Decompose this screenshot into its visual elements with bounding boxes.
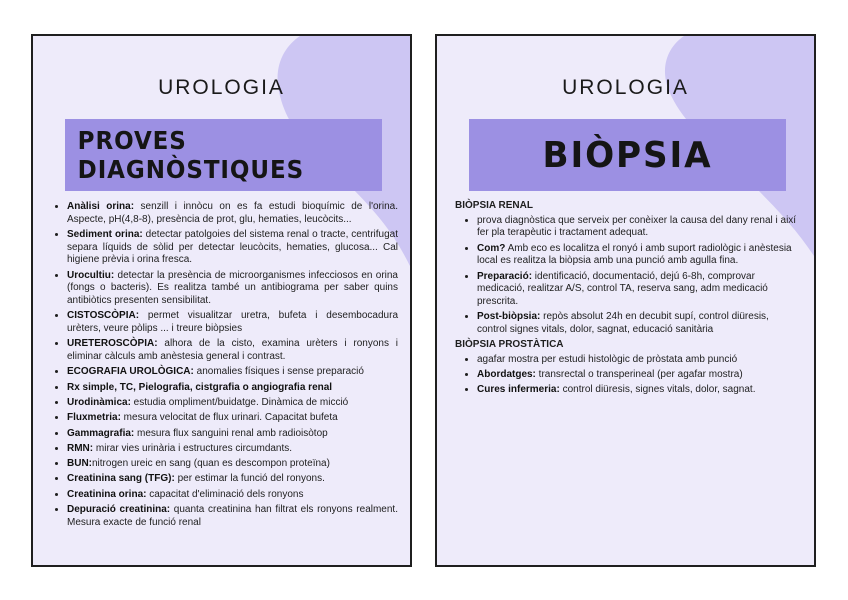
list-item (477, 242, 798, 268)
item-description: detectar patolgoies del sistema renal o tracte, centrifugat separa líquids de sòlid per detectar leucòcits, hematies, glucosa... Cal higiene prèvia i orina fresca. (67, 229, 398, 266)
item-description: permet visualitzar uretra, bufeta i desembocadura urèters, veure pòlips ... i treure biòpsies (67, 310, 398, 335)
item-term: Depuració creatinina: (67, 504, 171, 516)
list-item (67, 269, 398, 308)
page-header: UROLOGIA (158, 76, 285, 99)
item-term: Abordatges: (477, 368, 536, 380)
item-description: quanta creatinina han filtrat els ronyons realment. Mesura exacte de funció renal (67, 504, 398, 528)
list-item (67, 427, 398, 441)
item-description: nitrogen ureic en sang (quan es descompon proteïna) (92, 458, 330, 470)
item-term: Post-biòpsia: (477, 311, 541, 323)
item-term: ECOGRAFIA UROLÒGICA: (67, 366, 194, 378)
item-term: Urodinàmica: (67, 397, 131, 408)
content-list-area (455, 200, 798, 399)
item-description: mirar vies urinària i estructures circumdants. (93, 442, 293, 454)
banner-title: PROVES DIAGNÒSTIQUES (77, 126, 305, 184)
item-term: Preparació: (477, 270, 533, 282)
item-description: Amb eco es localitza el ronyó i amb suport radiològic i anèstesia local es realitza la biòpsia amb una punció amb agulla fina. (477, 242, 792, 267)
list-item (67, 457, 398, 471)
list-item (477, 270, 798, 309)
item-description: agafar mostra per estudi histològic de pròstata amb punció (477, 353, 738, 365)
section-heading: BIÒPSIA PROSTÀTICA (455, 338, 564, 350)
left-card (31, 34, 412, 567)
title-banner (65, 119, 382, 191)
item-description: senzill i innòcu on es fa estudi bioquímic de l'orina. Aspecte, pH(4,8-8), presència de prot, glu, hematies, leucòcits... (67, 201, 398, 225)
item-description: capacitat d'eliminació dels ronyons (146, 488, 304, 500)
list-item (67, 337, 398, 363)
list-item (477, 353, 798, 367)
list-item (67, 381, 398, 395)
item-term: Sediment orina: (67, 229, 143, 240)
item-description: mesura flux sanguini renal amb radioisòtop (134, 427, 328, 439)
list-item (477, 310, 798, 336)
item-description: estudia ompliment/buidatge. Dinàmica de micció (130, 397, 349, 408)
item-term: Urocultiu: (67, 269, 115, 281)
item-description: prova diagnòstica que serveix per conèixer la causa del dany renal i així fer pla terapèutic i tractament adequat. (477, 214, 797, 239)
item-term: BUN: (67, 458, 92, 470)
diagnostic-tests-list (53, 200, 398, 529)
item-description: repòs absolut 24h en decubit supí, control diüresis, control signes vitals, dolor, sagnat, educació sanitària (477, 311, 769, 336)
item-description: transrectal o transperineal (per agafar mostra) (535, 368, 743, 380)
item-term: Com? (477, 242, 506, 254)
item-description: anomalies físiques i sense preparació (193, 366, 364, 378)
section-list (455, 353, 798, 397)
list-item (67, 472, 398, 486)
list-item (67, 396, 398, 410)
item-term: Gammagrafia: (67, 427, 135, 439)
item-term: Rx simple, TC, Pielografia, cistgrafia o angiografia renal (67, 381, 333, 393)
item-description: detectar la presència de microorganismes infecciosos en orina (fongs o bacteris). Es realitza també un antibiograma per saber quins antibiòtics presenten sensibilitat. (67, 269, 398, 307)
section-list (455, 214, 798, 337)
item-term: RMN: (67, 442, 94, 454)
list-item (67, 365, 398, 379)
item-description: alhora de la cisto, examina urèters i ronyons i eliminar càlculs amb anèstesia general i contrast. (67, 338, 398, 363)
list-item (67, 503, 398, 529)
item-description: per estimar la funció del ronyons. (174, 473, 325, 485)
list-item (67, 488, 398, 502)
item-term: Anàlisi orina: (67, 201, 135, 212)
item-term: Creatinina sang (TFG): (67, 473, 175, 485)
page-header: UROLOGIA (562, 76, 689, 99)
section-heading: BIÒPSIA RENAL (455, 200, 533, 211)
list-item (67, 309, 398, 335)
item-term: Cures infermeria: (477, 384, 560, 396)
list-item (477, 383, 798, 397)
item-term: URETEROSCÒPIA: (67, 338, 158, 350)
right-card (435, 34, 816, 567)
title-banner (469, 119, 786, 191)
list-item (67, 411, 398, 425)
item-term: Creatinina orina: (67, 488, 147, 500)
list-item (477, 368, 798, 382)
banner-title: BIÒPSIA (542, 134, 713, 176)
list-item (67, 228, 398, 267)
item-description: identificació, documentació, dejú 6-8h, comprovar medicació, realitzar A/S, control TA, reserva sang, adm medicació prescrita. (477, 270, 768, 308)
list-item (477, 214, 798, 240)
item-term: CISTOSCÒPIA: (67, 310, 140, 322)
list-item (67, 200, 398, 226)
list-item (67, 442, 398, 456)
item-description: mesura velocitat de flux urinari. Capacitat bufeta (120, 412, 338, 424)
content-list-area (53, 200, 398, 531)
item-description: control diüresis, signes vitals, dolor, sagnat. (559, 384, 756, 396)
item-term: Fluxmetria: (67, 412, 121, 424)
